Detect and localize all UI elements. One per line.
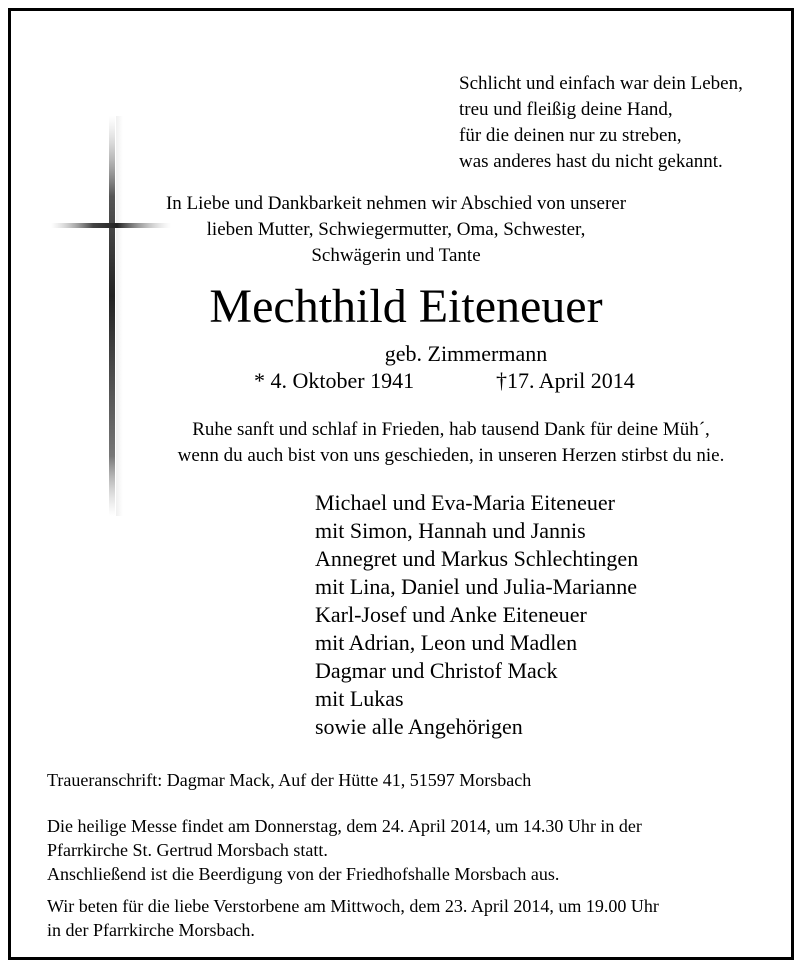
mass-line: Anschließend ist die Beerdigung von der Friedhofshalle Morsbach aus. [47,864,560,884]
prayer-info [47,894,659,942]
mourners-list [315,489,638,741]
mass-line: Pfarrkirche St. Gertrud Morsbach statt. [47,840,328,860]
mourner-line: mit Simon, Hannah und Jannis [315,518,586,543]
birth-date: * 4. Oktober 1941 [254,368,415,393]
mourner-line: mit Adrian, Leon und Madlen [315,630,578,655]
mourner-line: Michael und Eva-Maria Eiteneuer [315,490,615,515]
poem-top [459,71,743,175]
poem-line: treu und fleißig deine Hand, [459,99,673,120]
mourner-line: Annegret und Markus Schlechtingen [315,546,639,571]
mourner-line: Karl-Josef und Anke Eiteneuer [315,602,587,627]
poem-line: Schlicht und einfach war dein Leben, [459,73,743,94]
obituary-notice [8,8,794,960]
mourner-line: mit Lukas [315,686,404,711]
poem-line: was anderes hast du nicht gekannt. [459,151,723,172]
mass-line: Die heilige Messe findet am Donnerstag, dem 24. April 2014, um 14.30 Uhr in der [47,816,642,836]
memorial-verse [141,417,761,469]
death-date: †17. April 2014 [496,368,635,393]
prayer-line: in der Pfarrkirche Morsbach. [47,920,255,940]
verse-line: wenn du auch bist von uns geschieden, in unseren Herzen stirbst du nie. [177,445,725,466]
poem-line: für die deinen nur zu streben, [459,125,682,146]
intro-line: Schwägerin und Tante [311,245,481,266]
maiden-name: geb. Zimmermann [384,341,548,366]
intro-line: lieben Mutter, Schwiegermutter, Oma, Schwester, [206,219,586,240]
mourner-line: mit Lina, Daniel und Julia-Marianne [315,574,637,599]
mass-info [47,814,642,886]
farewell-intro [131,191,661,269]
mourner-line: Dagmar und Christof Mack [315,658,558,683]
intro-line: In Liebe und Dankbarkeit nehmen wir Abschied von unserer [165,193,627,214]
verse-line: Ruhe sanft und schlaf in Frieden, hab tausend Dank für deine Müh´, [192,419,710,440]
prayer-line: Wir beten für die liebe Verstorbene am Mittwoch, dem 23. April 2014, um 19.00 Uhr [47,896,659,916]
deceased-name: Mechthild Eiteneuer [209,280,603,333]
mourner-line: sowie alle Angehörigen [315,714,523,739]
mourning-address: Traueranschrift: Dagmar Mack, Auf der Hütte 41, 51597 Morsbach [47,770,532,790]
